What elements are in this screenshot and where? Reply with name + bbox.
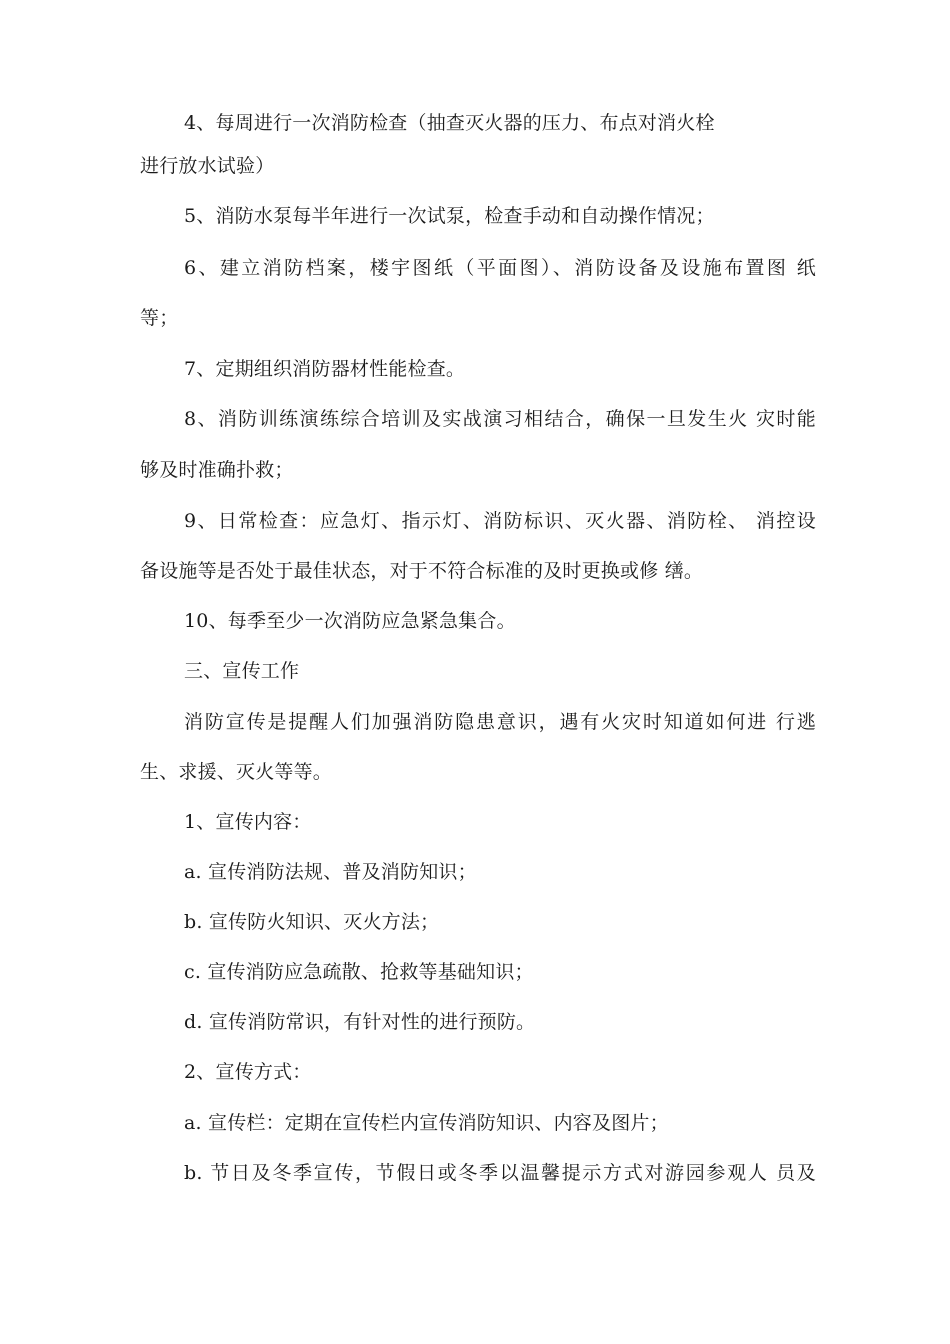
list-item: b. 节日及冬季宣传，节假日或冬季以温馨提示方式对游园参观人 员及 xyxy=(184,1162,816,1184)
paragraph-line: 7、定期组织消防器材性能检查。 xyxy=(184,358,466,380)
paragraph-line: 等； xyxy=(140,307,179,329)
paragraph-line: 10、每季至少一次消防应急紧急集合。 xyxy=(184,610,516,632)
paragraph-line: 9、日常检查：应急灯、指示灯、消防标识、灭火器、消防栓、 消控设 xyxy=(184,510,816,532)
list-item: b. 宣传防火知识、灭火方法； xyxy=(184,911,440,933)
paragraph-line: 2、宣传方式： xyxy=(184,1061,312,1083)
paragraph-line: 1、宣传内容： xyxy=(184,811,312,833)
paragraph-line: 消防宣传是提醒人们加强消防隐患意识，遇有火灾时知道如何进 行逃 xyxy=(184,711,816,733)
paragraph-line: 5、消防水泵每半年进行一次试泵，检查手动和自动操作情况； xyxy=(184,205,715,227)
list-item: a. 宣传栏：定期在宣传栏内宣传消防知识、内容及图片； xyxy=(184,1112,669,1134)
list-item: a. 宣传消防法规、普及消防知识； xyxy=(184,861,477,883)
paragraph-line: 进行放水试验） xyxy=(140,155,275,177)
section-heading: 三、宣传工作 xyxy=(184,660,300,682)
paragraph-line: 备设施等是否处于最佳状态，对于不符合标准的及时更换或修 缮。 xyxy=(140,560,704,582)
paragraph-line: 8、消防训练演练综合培训及实战演习相结合，确保一旦发生火 灾时能 xyxy=(184,408,816,430)
list-item: d. 宣传消防常识，有针对性的进行预防。 xyxy=(184,1011,536,1033)
list-item: c. 宣传消防应急疏散、抢救等基础知识； xyxy=(184,961,534,983)
paragraph-line: 生、求援、灭火等等。 xyxy=(140,761,333,783)
paragraph-line: 4、每周进行一次消防检查（抽查灭火器的压力、布点对消火栓 xyxy=(184,112,715,134)
paragraph-line: 够及时准确扑救； xyxy=(140,459,294,481)
paragraph-line: 6、建立消防档案，楼宇图纸（平面图）、消防设备及设施布置图 纸 xyxy=(184,257,816,279)
